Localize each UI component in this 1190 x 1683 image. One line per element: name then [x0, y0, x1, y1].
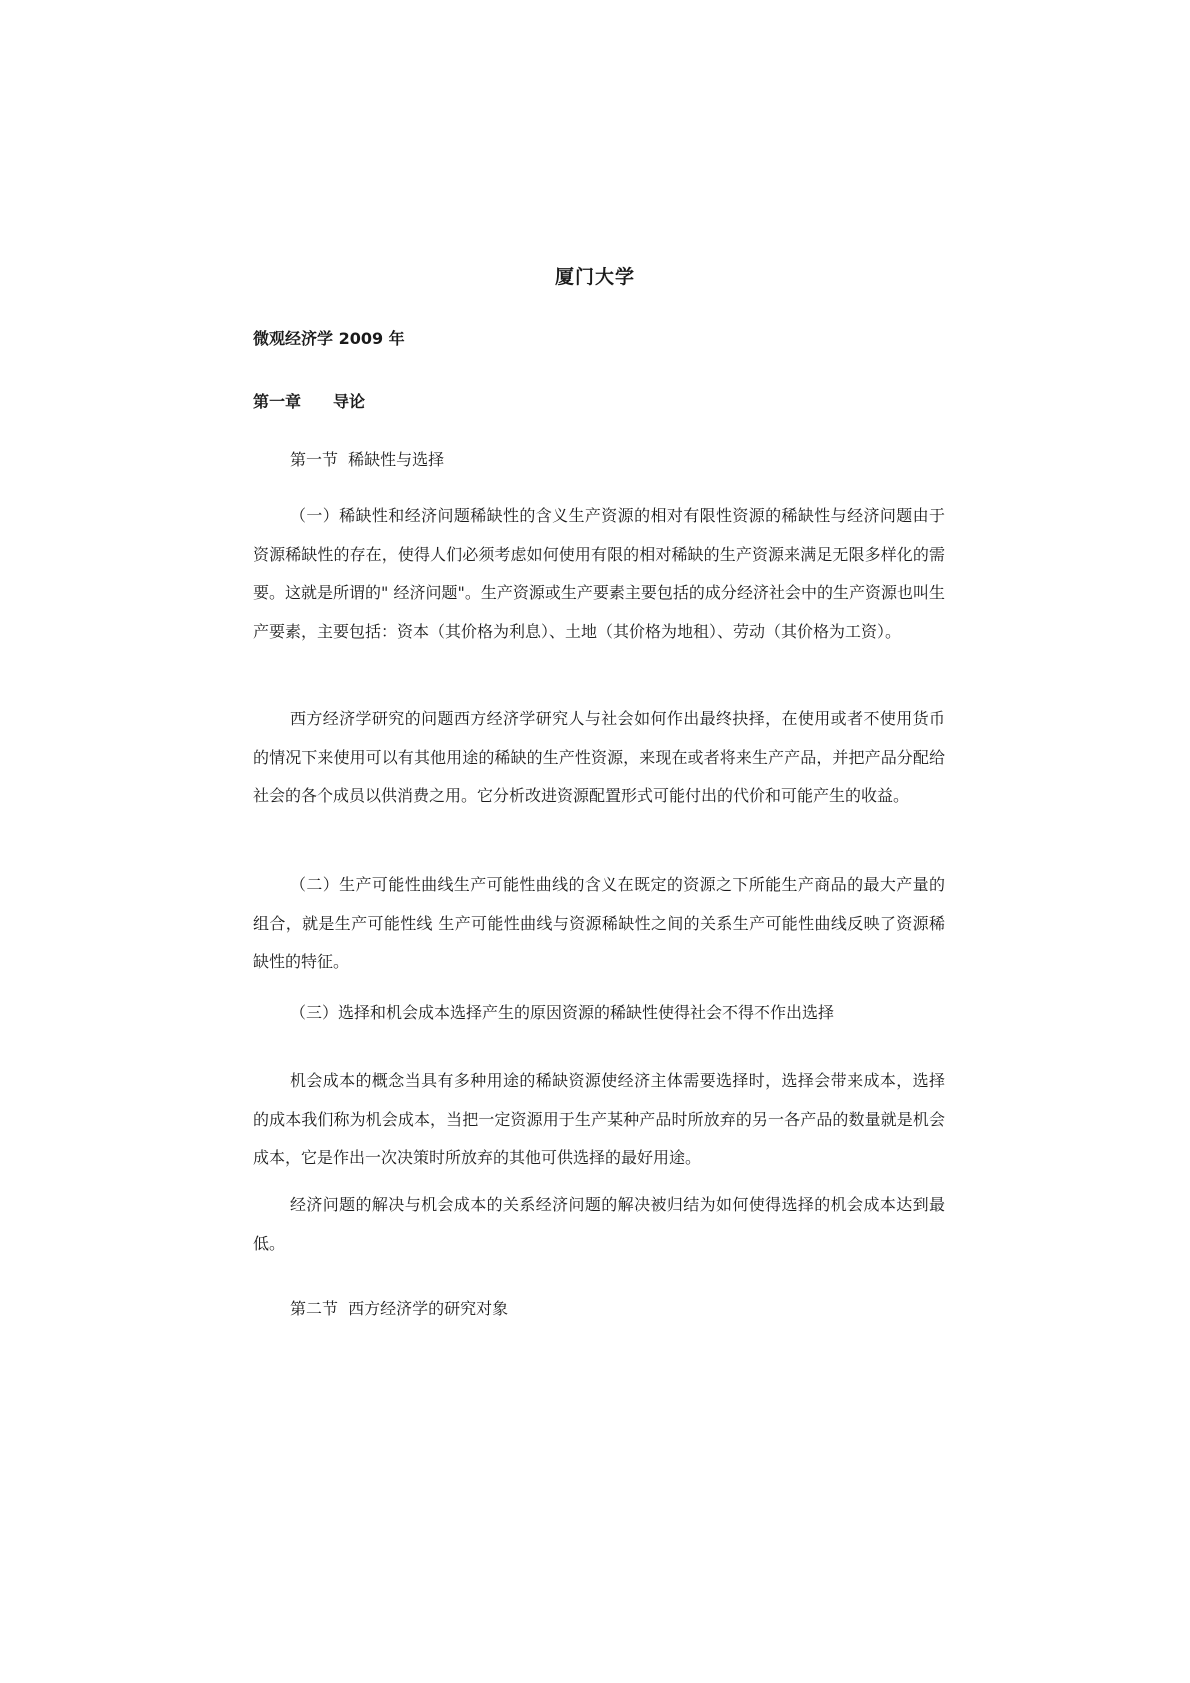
paragraph-ppf: （二）生产可能性曲线生产可能性曲线的含义在既定的资源之下所能生产商品的最大产量的组合，就是生产可能性线 生产可能性曲线与资源稀缺性之间的关系生产可能性曲线反映了资源稀缺性的特征。: [253, 875, 945, 971]
document-title: 厦门大学: [554, 266, 635, 288]
paragraph-scarcity: （一）稀缺性和经济问题稀缺性的含义生产资源的相对有限性资源的稀缺性与经济问题由于资源稀缺性的存在，使得人们必须考虑如何使用有限的相对稀缺的生产资源来满足无限多样化的需要。这就是所谓的" 经济问题"。生产资源或生产要素主要包括的成分经济社会中的生产资源也叫生产要素，主要包括：资本（其价格为利息）、土地（其价格为地租）、劳动（其价格为工资）。: [253, 506, 945, 641]
chapter-heading: 第一章 导论: [253, 392, 366, 411]
section-heading-2: 第二节 西方经济学的研究对象: [290, 1299, 509, 1318]
section-heading-1: 第一节 稀缺性与选择: [290, 450, 445, 469]
paragraph-economic-problem: 经济问题的解决与机会成本的关系经济问题的解决被归结为如何使得选择的机会成本达到最低。: [253, 1195, 945, 1253]
paragraph-research-problem: 西方经济学研究的问题西方经济学研究人与社会如何作出最终抉择，在使用或者不使用货币的情况下来使用可以有其他用途的稀缺的生产性资源，来现在或者将来生产产品，并把产品分配给社会的各个成员以供消费之用。它分析改进资源配置形式可能付出的代价和可能产生的收益。: [253, 709, 945, 805]
document-subtitle: 微观经济学 2009 年: [253, 329, 405, 348]
paragraph-opportunity-cost: 机会成本的概念当具有多种用途的稀缺资源使经济主体需要选择时，选择会带来成本，选择的成本我们称为机会成本，当把一定资源用于生产某种产品时所放弃的另一各产品的数量就是机会成本，它是作出一次决策时所放弃的其他可供选择的最好用途。: [253, 1071, 945, 1167]
paragraph-choice: （三）选择和机会成本选择产生的原因资源的稀缺性使得社会不得不作出选择: [290, 1003, 835, 1022]
